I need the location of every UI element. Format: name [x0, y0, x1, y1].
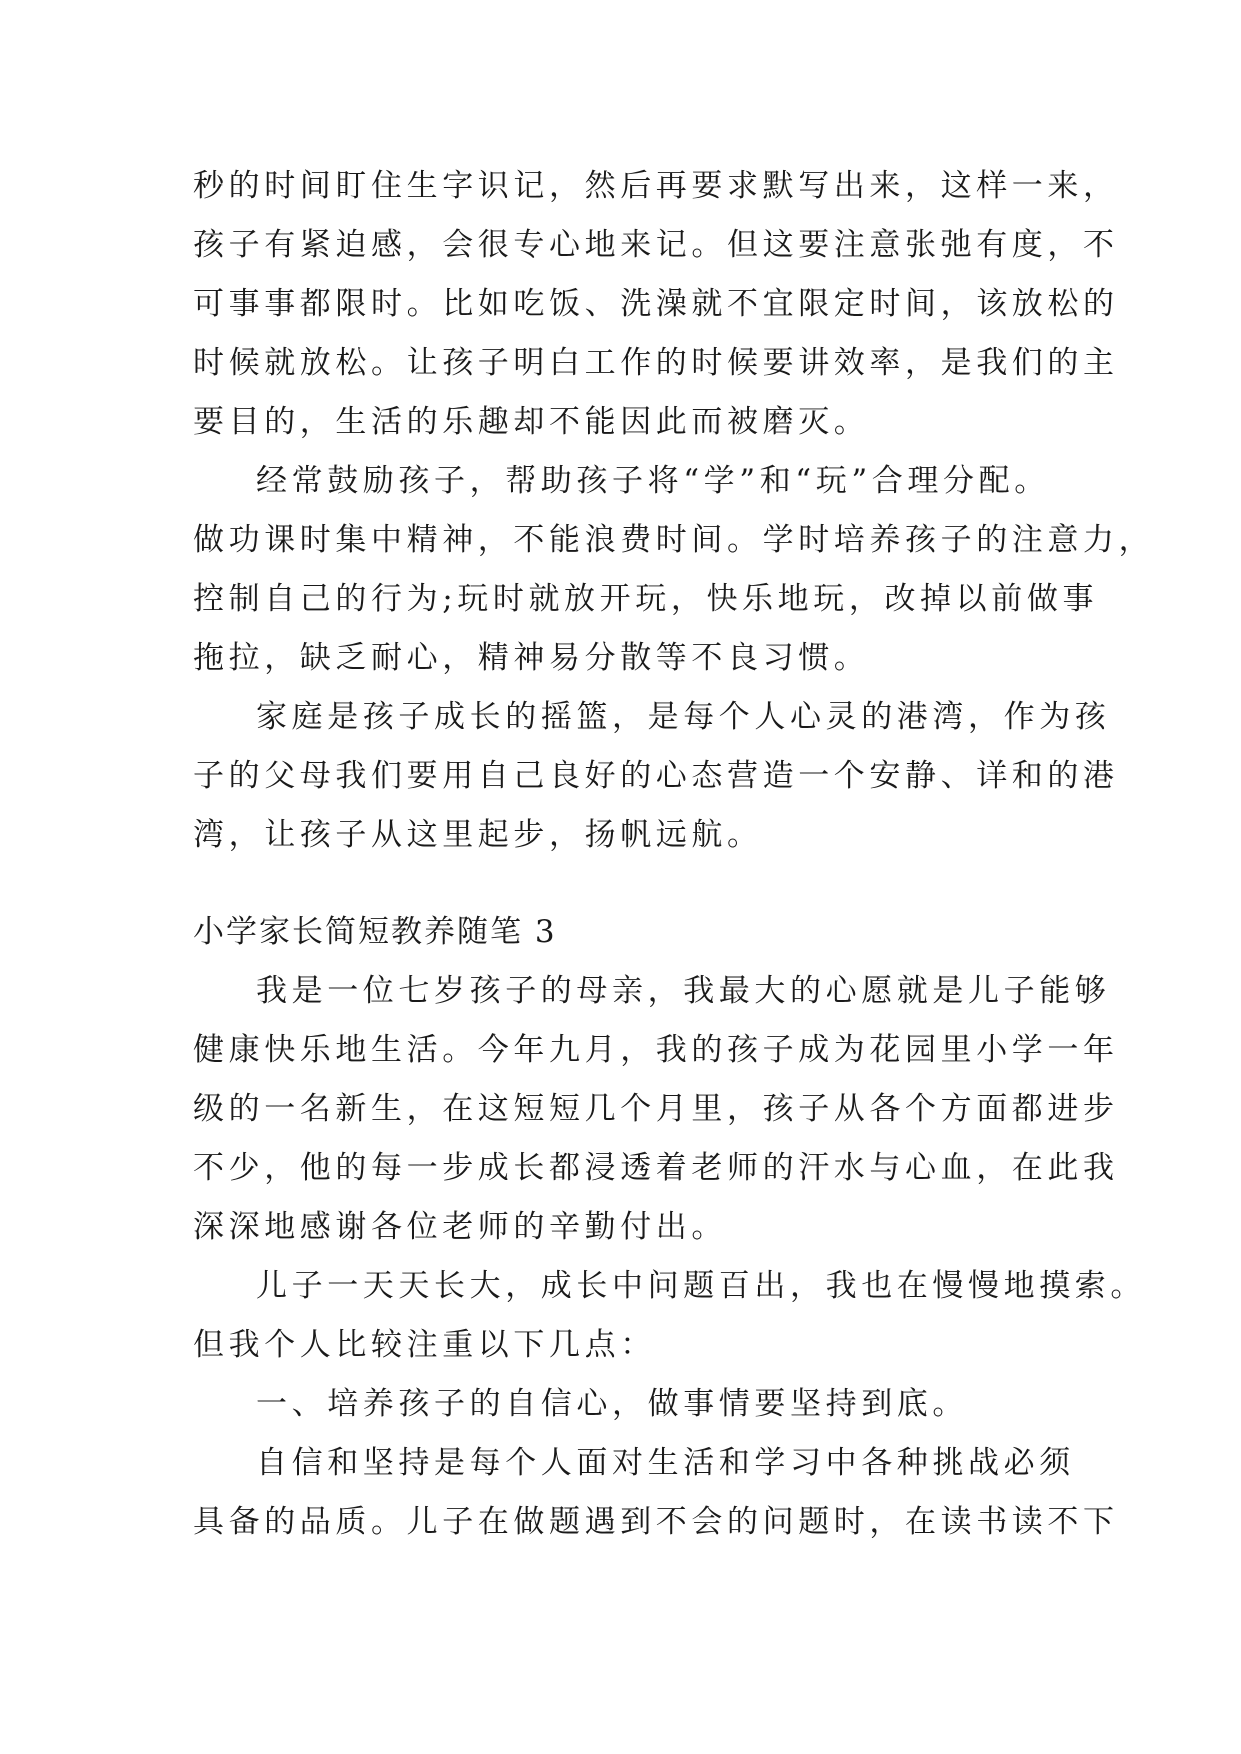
- text-line: 秒的时间盯住生字识记，然后再要求默写出来，这样一来，: [193, 168, 1119, 204]
- text-line: 但我个人比较注重以下几点：: [193, 1327, 656, 1363]
- paragraph-first-line: 自信和坚持是每个人面对生活和学习中各种挑战必须: [256, 1445, 1075, 1481]
- text-line: 做功课时集中精神，不能浪费时间。学时培养孩子的注意力，: [193, 522, 1155, 558]
- section-heading: 小学家长简短教养随笔 3: [193, 914, 557, 950]
- text-line: 孩子有紧迫感，会很专心地来记。但这要注意张弛有度，不: [193, 227, 1119, 263]
- text-line: 可事事都限时。比如吃饭、洗澡就不宜限定时间，该放松的: [193, 286, 1119, 322]
- paragraph-first-line: 经常鼓励孩子，帮助孩子将“学”和“玩”合理分配。: [256, 463, 1050, 499]
- text-line: 深深地感谢各位老师的辛勤付出。: [193, 1209, 727, 1245]
- text-line: 时候就放松。让孩子明白工作的时候要讲效率，是我们的主: [193, 345, 1119, 381]
- text-line: 控制自己的行为;玩时就放开玩，快乐地玩，改掉以前做事: [193, 581, 1099, 617]
- text-line: 健康快乐地生活。今年九月，我的孩子成为花园里小学一年: [193, 1032, 1119, 1068]
- text-line: 子的父母我们要用自己良好的心态营造一个安静、详和的港: [193, 758, 1119, 794]
- text-line: 不少，他的每一步成长都浸透着老师的汗水与心血，在此我: [193, 1150, 1119, 1186]
- paragraph-first-line: 家庭是孩子成长的摇篮，是每个人心灵的港湾，作为孩: [256, 699, 1111, 735]
- paragraph-first-line: 儿子一天天长大，成长中问题百出，我也在慢慢地摸索。: [256, 1268, 1146, 1304]
- text-line: 湾，让孩子从这里起步，扬帆远航。: [193, 817, 763, 853]
- text-line: 级的一名新生，在这短短几个月里，孩子从各个方面都进步: [193, 1091, 1119, 1127]
- text-line: 具备的品质。儿子在做题遇到不会的问题时，在读书读不下: [193, 1504, 1119, 1540]
- text-line: 要目的，生活的乐趣却不能因此而被磨灭。: [193, 404, 870, 440]
- text-line: 拖拉，缺乏耐心，精神易分散等不良习惯。: [193, 640, 870, 676]
- list-item-heading: 一、培养孩子的自信心，做事情要坚持到底。: [256, 1386, 968, 1422]
- paragraph-first-line: 我是一位七岁孩子的母亲，我最大的心愿就是儿子能够: [256, 973, 1111, 1009]
